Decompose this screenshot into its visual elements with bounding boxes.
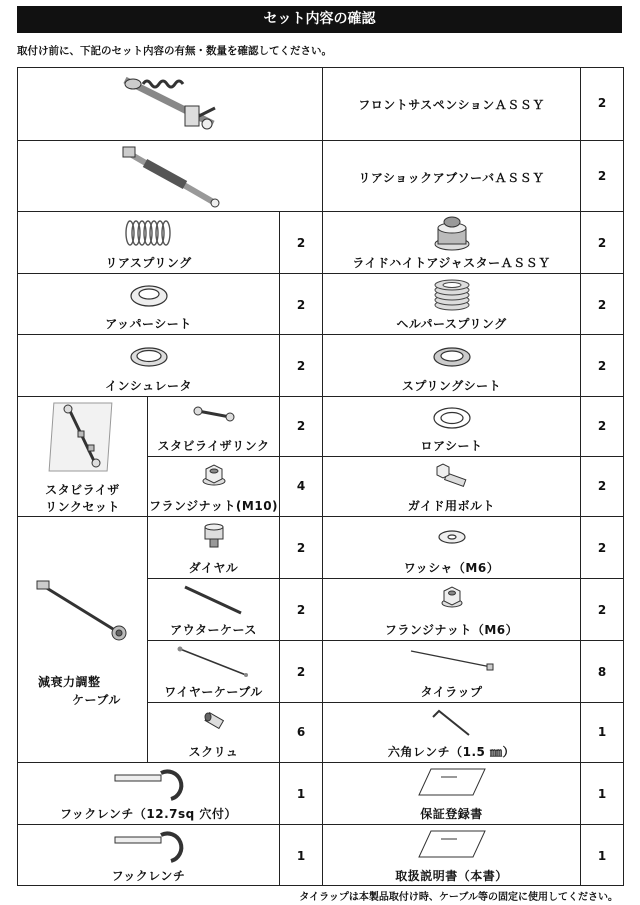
damping-cable-illustration <box>33 575 133 645</box>
hook-wrench-cell <box>18 825 280 886</box>
helper-spring-qty: 2 <box>597 298 607 312</box>
intro-text: 取付け前に、下記のセット内容の有無・数量を確認してください。 <box>17 45 332 57</box>
rear-shock-image-cell <box>18 141 323 212</box>
helper-spring-cell <box>323 274 581 335</box>
manual-cell <box>323 825 581 886</box>
insulator-label: インシュレータ <box>105 379 192 393</box>
upper-seat-illustration <box>129 280 169 308</box>
lower-seat-qty: 2 <box>597 419 607 433</box>
wire-cable-qty: 2 <box>296 665 306 679</box>
ride-height-cell <box>323 212 581 274</box>
flange-nut-m6-cell <box>323 579 581 641</box>
rear-spring-label: リアスプリング <box>105 256 192 270</box>
washer-qty: 2 <box>597 541 607 555</box>
warranty-qty-cell <box>581 763 624 825</box>
washer-qty-cell <box>581 517 624 579</box>
manual-qty-cell <box>581 825 624 886</box>
guide-bolt-cell <box>323 457 581 517</box>
dial-qty: 2 <box>296 541 306 555</box>
stabilizer-link-set-cell <box>18 397 148 517</box>
hook-wrench-label: フックレンチ <box>111 869 186 883</box>
warranty-card-illustration <box>417 767 487 797</box>
flange-nut-m10-label: フランジナット(M10) <box>148 499 279 513</box>
flange-nut-m6-qty-cell <box>581 579 624 641</box>
hex-wrench-cell <box>323 703 581 763</box>
guide-bolt-label: ガイド用ボルト <box>407 499 496 513</box>
outer-case-label: アウターケース <box>170 623 257 637</box>
ride-height-qty: 2 <box>597 236 607 250</box>
flange-nut-m6-qty: 2 <box>597 603 607 617</box>
rear-shock-label-cell <box>323 141 581 212</box>
screw-label: スクリュ <box>188 745 239 759</box>
warranty-qty: 1 <box>597 787 607 801</box>
page-title: セット内容の確認 <box>17 6 622 33</box>
rear-shock-qty: 2 <box>597 169 607 183</box>
guide-bolt-illustration <box>435 463 469 489</box>
wire-cable-qty-cell <box>280 641 323 703</box>
screw-illustration <box>202 711 226 731</box>
tie-wrap-illustration <box>407 647 497 673</box>
wire-cable-illustration <box>174 645 254 679</box>
insulator-qty-cell <box>280 335 323 397</box>
stabilizer-link-qty: 2 <box>296 419 306 433</box>
hook-wrench-127-illustration <box>109 767 189 803</box>
upper-seat-cell <box>18 274 280 335</box>
lower-seat-qty-cell <box>581 397 624 457</box>
front-suspension-illustration <box>115 72 225 136</box>
damping-cable-label-2: ケーブル <box>72 693 121 707</box>
tie-wrap-cell <box>323 641 581 703</box>
stabilizer-link-set-illustration <box>48 401 118 473</box>
hook-wrench-127-cell <box>18 763 280 825</box>
spring-seat-illustration <box>432 343 472 369</box>
lower-seat-cell <box>323 397 581 457</box>
hex-wrench-illustration <box>429 707 475 739</box>
guide-bolt-qty: 2 <box>597 479 607 493</box>
tie-wrap-qty-cell <box>581 641 624 703</box>
rear-shock-qty-cell <box>581 141 624 212</box>
washer-illustration <box>437 529 467 545</box>
lower-seat-label: ロアシート <box>420 439 483 453</box>
ride-height-adjuster-illustration <box>432 214 472 252</box>
flange-nut-m10-cell <box>148 457 280 517</box>
stabilizer-link-cell <box>148 397 280 457</box>
insulator-cell <box>18 335 280 397</box>
wire-cable-cell <box>148 641 280 703</box>
contents-table <box>17 67 624 886</box>
flange-nut-m10-qty-cell <box>280 457 323 517</box>
hook-wrench-qty-cell <box>280 825 323 886</box>
stabilizer-link-label: スタビライザリンク <box>157 439 270 453</box>
damping-cable-label-1: 減衰力調整 <box>38 675 101 689</box>
helper-spring-label: ヘルパースプリング <box>396 317 507 331</box>
front-suspension-label-cell <box>323 68 581 141</box>
spring-seat-cell <box>323 335 581 397</box>
rear-spring-qty: 2 <box>296 236 306 250</box>
upper-seat-qty-cell <box>280 274 323 335</box>
spring-seat-qty: 2 <box>597 359 607 373</box>
wire-cable-label: ワイヤーケーブル <box>164 685 263 699</box>
insulator-illustration <box>129 343 169 369</box>
spring-seat-label: スプリングシート <box>401 379 502 393</box>
ride-height-qty-cell <box>581 212 624 274</box>
tie-wrap-qty: 8 <box>597 665 607 679</box>
manual-label: 取扱説明書（本書） <box>395 869 508 883</box>
guide-bolt-qty-cell <box>581 457 624 517</box>
front-suspension-qty-cell <box>581 68 624 141</box>
damping-cable-cell <box>18 517 148 763</box>
flange-nut-m6-illustration <box>440 585 464 609</box>
front-suspension-image-cell <box>18 68 323 141</box>
outer-case-qty-cell <box>280 579 323 641</box>
outer-case-cell <box>148 579 280 641</box>
footnote: タイラップは本製品取付け時、ケーブル等の固定に使用してください。 <box>299 892 618 903</box>
dial-qty-cell <box>280 517 323 579</box>
ride-height-label: ライドハイトアジャスターＡＳＳＹ <box>352 256 551 270</box>
hook-wrench-127-label: フックレンチ（12.7sq 穴付） <box>60 807 237 821</box>
rear-shock-label: リアショックアブソーバＡＳＳＹ <box>358 171 545 185</box>
warranty-cell <box>323 763 581 825</box>
screw-qty: 6 <box>296 725 306 739</box>
lower-seat-illustration <box>432 405 472 431</box>
upper-seat-label: アッパーシート <box>105 317 192 331</box>
warranty-label: 保証登録書 <box>420 807 483 821</box>
rear-spring-qty-cell <box>280 212 323 274</box>
hook-wrench-127-qty: 1 <box>296 787 306 801</box>
outer-case-illustration <box>179 583 249 617</box>
rear-shock-illustration <box>115 145 225 209</box>
front-suspension-qty: 2 <box>597 96 607 110</box>
washer-label: ワッシャ（M6） <box>403 561 500 575</box>
manual-illustration <box>417 829 487 859</box>
outer-case-qty: 2 <box>296 603 306 617</box>
hook-wrench-127-qty-cell <box>280 763 323 825</box>
manual-qty: 1 <box>597 849 607 863</box>
insulator-qty: 2 <box>296 359 306 373</box>
flange-nut-m10-qty: 4 <box>296 479 306 493</box>
hex-wrench-qty-cell <box>581 703 624 763</box>
spring-seat-qty-cell <box>581 335 624 397</box>
hex-wrench-qty: 1 <box>597 725 607 739</box>
hex-wrench-label: 六角レンチ（1.5 ㎜） <box>387 745 516 759</box>
stabilizer-link-set-label-1: スタビライザ <box>45 483 120 497</box>
dial-cell <box>148 517 280 579</box>
front-suspension-label: フロントサスペンションＡＳＳＹ <box>358 98 545 112</box>
stabilizer-link-qty-cell <box>280 397 323 457</box>
screw-qty-cell <box>280 703 323 763</box>
stabilizer-link-illustration <box>192 403 236 425</box>
stabilizer-link-set-label-2: リンクセット <box>45 500 120 514</box>
dial-label: ダイヤル <box>188 561 239 575</box>
rear-spring-illustration <box>122 215 176 251</box>
upper-seat-qty: 2 <box>296 298 306 312</box>
washer-cell <box>323 517 581 579</box>
hook-wrench-illustration <box>109 829 189 865</box>
helper-spring-qty-cell <box>581 274 624 335</box>
flange-nut-m6-label: フランジナット（M6） <box>384 623 519 637</box>
screw-cell <box>148 703 280 763</box>
flange-nut-m10-illustration <box>201 463 227 487</box>
rear-spring-cell <box>18 212 280 274</box>
hook-wrench-qty: 1 <box>296 849 306 863</box>
helper-spring-illustration <box>432 277 472 311</box>
dial-illustration <box>202 523 226 549</box>
tie-wrap-label: タイラップ <box>420 685 483 699</box>
